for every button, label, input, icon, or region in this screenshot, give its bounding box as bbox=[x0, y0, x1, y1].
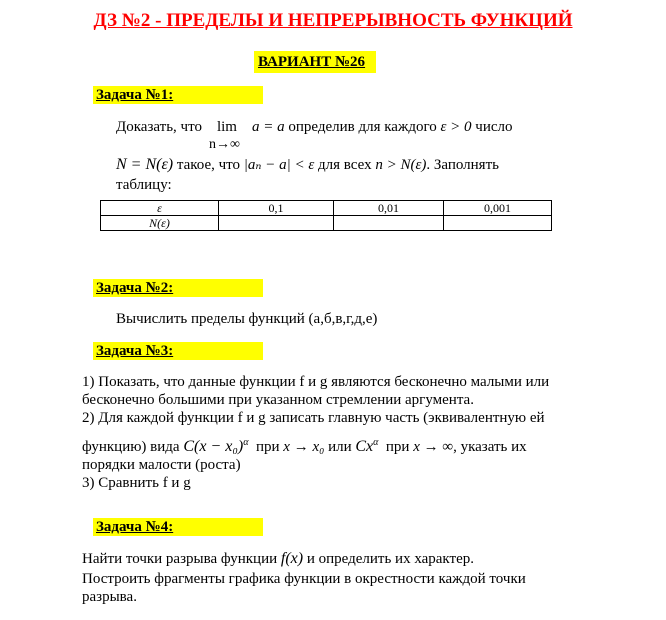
task1-line1-prefix: Доказать, что bbox=[116, 119, 202, 135]
lim-subscript: n→∞ bbox=[208, 137, 240, 152]
task2-text: Вычислить пределы функций (а,б,в,г,д,е) bbox=[116, 311, 378, 327]
formula-c-x-x0: C(x − x₀) bbox=[183, 438, 244, 455]
task2-heading: Задача №2: bbox=[93, 279, 263, 297]
formula-x-to-x0: x → x₀ bbox=[283, 439, 325, 455]
table-cell: 0,001 bbox=[444, 201, 552, 216]
limit-expression bbox=[208, 118, 240, 152]
eps-condition: ε > 0 bbox=[440, 119, 472, 135]
task3-line4 bbox=[82, 434, 527, 456]
table-cell: 0,01 bbox=[334, 201, 444, 216]
task1-heading: Задача №1: bbox=[93, 86, 263, 104]
lim-expr: a = a bbox=[251, 119, 285, 135]
task4-line2: Построить фрагменты графика функции в окрестности каждой точки bbox=[82, 571, 526, 587]
task3-line6: 3) Сравнить f и g bbox=[82, 475, 191, 491]
task3-line3: 2) Для каждой функции f и g записать главную часть (эквивалентную ей bbox=[82, 410, 545, 426]
table-cell: 0,1 bbox=[219, 201, 334, 216]
table-cell bbox=[334, 216, 444, 231]
task1-line2-mid: такое, что bbox=[176, 157, 241, 173]
lim-text: lim bbox=[216, 119, 237, 135]
n-def: N = N(ε) bbox=[116, 156, 174, 173]
table-cell: ε bbox=[101, 201, 219, 216]
n-condition: n > N(ε) bbox=[375, 157, 427, 173]
task1-line1-end: число bbox=[475, 119, 513, 135]
table-row bbox=[101, 201, 552, 216]
task4-line1-a: Найти точки разрыва функции bbox=[82, 551, 278, 567]
task3-line4-a: функцию) вида bbox=[82, 439, 180, 455]
task3-line4-d: при bbox=[385, 439, 410, 455]
task3-line5: порядки малости (роста) bbox=[82, 457, 241, 473]
formula-cx: Cx bbox=[355, 438, 374, 455]
formula-x-to-inf: x → ∞ bbox=[413, 439, 454, 455]
task3-line1: 1) Показать, что данные функции f и g являются бесконечно малыми или bbox=[82, 374, 550, 390]
task1-line2 bbox=[116, 156, 499, 174]
exponent-alpha: α bbox=[243, 437, 249, 448]
task4-heading: Задача №4: bbox=[93, 518, 263, 536]
task3-line4-b: при bbox=[255, 439, 280, 455]
task1-line3: таблицу: bbox=[116, 177, 172, 193]
task3-line4-e: , указать их bbox=[453, 439, 527, 455]
task3-heading: Задача №3: bbox=[93, 342, 263, 360]
task3-line4-c: или bbox=[328, 439, 352, 455]
task1-line2-end: . Заполнять bbox=[426, 157, 499, 173]
task4-line1 bbox=[82, 550, 474, 568]
task4-line1-b: и определить их характер. bbox=[306, 551, 474, 567]
inequality: |aₙ − a| < ε bbox=[243, 157, 315, 173]
task1-line1 bbox=[116, 118, 513, 152]
task1-line1-suffix: определив для каждого bbox=[288, 119, 437, 135]
table-cell: N(ε) bbox=[101, 216, 219, 231]
task3-line2: бесконечно большими при указанном стремлении аргумента. bbox=[82, 392, 474, 408]
task4-line3: разрыва. bbox=[82, 589, 137, 605]
epsilon-table bbox=[100, 200, 552, 231]
table-row bbox=[101, 216, 552, 231]
variant-label: ВАРИАНТ №26 bbox=[254, 51, 376, 73]
document-title: ДЗ №2 - ПРЕДЕЛЫ И НЕПРЕРЫВНОСТЬ ФУНКЦИЙ bbox=[93, 10, 573, 31]
task1-line2-for: для всех bbox=[318, 157, 372, 173]
formula-fx: f(x) bbox=[280, 550, 304, 567]
table-cell bbox=[444, 216, 552, 231]
table-cell bbox=[219, 216, 334, 231]
exponent-alpha-2: α bbox=[373, 437, 379, 448]
